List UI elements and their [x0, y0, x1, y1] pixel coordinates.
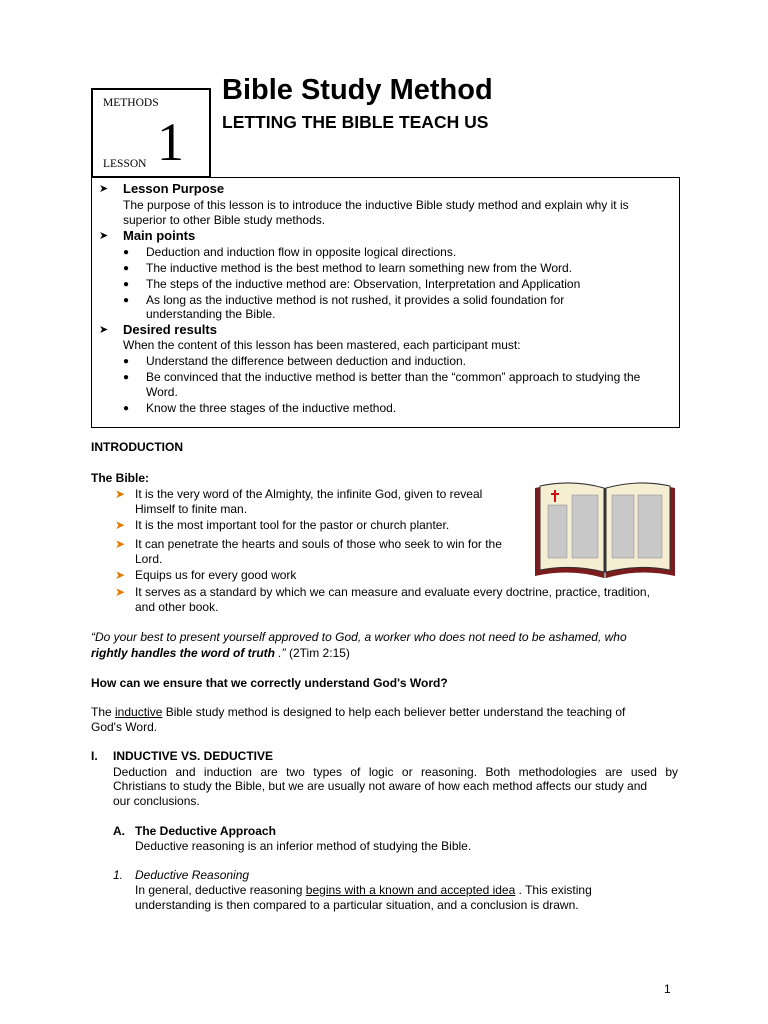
arrow-bullet-icon: ➤	[115, 537, 126, 551]
section-text-line: our conclusions.	[113, 794, 200, 808]
bible-heading: The Bible:	[91, 471, 150, 485]
quote-bold-text: rightly handles the word of truth	[91, 646, 275, 660]
subpoint-heading: Deductive Reasoning	[135, 868, 250, 882]
triangle-bullet-icon: ➤	[99, 230, 109, 242]
subpoint-number: 1.	[113, 868, 124, 882]
lesson-number: 1	[157, 112, 184, 172]
methods-label: METHODS	[103, 97, 159, 109]
quote-reference: (2Tim 2:15)	[285, 646, 350, 660]
section-numeral: I.	[91, 749, 98, 763]
subsection-text: Deductive reasoning is an inferior method of studying the Bible.	[135, 839, 472, 853]
subsection-heading: The Deductive Approach	[135, 824, 276, 838]
inductive-underlined: inductive	[115, 705, 163, 719]
desired-result-line: Understand the difference between deduction and induction.	[146, 354, 467, 368]
desired-results-heading: Desired results	[123, 322, 217, 337]
bible-point-line: Equips us for every good work	[135, 568, 297, 582]
lesson-purpose-heading: Lesson Purpose	[123, 181, 225, 196]
subsection-letter: A.	[113, 824, 125, 838]
quote-tail: .”	[275, 646, 286, 660]
main-point-line: The steps of the inductive method are: Observation, Interpretation and Application	[146, 277, 581, 291]
open-bible-icon	[532, 480, 678, 582]
arrow-bullet-icon: ➤	[115, 568, 126, 582]
section-heading: INDUCTIVE VS. DEDUCTIVE	[113, 749, 274, 763]
bullet-icon: ●	[123, 372, 130, 383]
arrow-bullet-icon: ➤	[115, 585, 126, 599]
desired-result-line: Word.	[146, 385, 178, 399]
triangle-bullet-icon: ➤	[99, 183, 109, 195]
arrow-bullet-icon: ➤	[115, 487, 126, 501]
main-point-line: Deduction and induction flow in opposite logical directions.	[146, 245, 457, 259]
inductive-paragraph-line	[91, 705, 625, 719]
main-point-line: understanding the Bible.	[146, 307, 276, 321]
desired-results-intro: When the content of this lesson has been mastered, each participant must:	[123, 338, 521, 352]
bible-point-line: Himself to finite man.	[135, 502, 248, 516]
triangle-bullet-icon: ➤	[99, 324, 109, 336]
page-number: 1	[664, 982, 671, 996]
bible-point-line: It is the very word of the Almighty, the infinite God, given to reveal	[135, 487, 483, 501]
subpoint-post: . This existing	[515, 883, 592, 897]
bible-point-line: It serves as a standard by which we can measure and evaluate every doctrine, practice, tradition,	[135, 585, 650, 599]
scripture-quote-line: “Do your best to present yourself approved to God, a worker who does not need to be ashamed, who	[91, 630, 627, 644]
arrow-bullet-icon: ➤	[115, 518, 126, 532]
bullet-icon: ●	[123, 279, 130, 290]
main-points-heading: Main points	[123, 228, 196, 243]
question-heading: How can we ensure that we correctly understand God's Word?	[91, 676, 448, 690]
introduction-heading: INTRODUCTION	[91, 440, 183, 454]
scripture-quote-line	[91, 646, 350, 660]
lesson-box	[91, 88, 211, 178]
lesson-purpose-text-line: superior to other Bible study methods.	[123, 213, 326, 227]
desired-result-line: Be convinced that the inductive method is better than the “common” approach to studying the	[146, 370, 641, 384]
page-subtitle: LETTING THE BIBLE TEACH US	[222, 112, 489, 132]
bullet-icon: ●	[123, 263, 130, 274]
subpoint-text-line: understanding is then compared to a particular situation, and a conclusion is drawn.	[135, 898, 579, 912]
bullet-icon: ●	[123, 356, 130, 367]
inductive-para-pre: The	[91, 705, 116, 719]
bullet-icon: ●	[123, 295, 130, 306]
bullet-icon: ●	[123, 247, 130, 258]
lesson-label: LESSON	[103, 158, 147, 170]
inductive-para-post: Bible study method is designed to help each believer better understand the teaching of	[162, 705, 626, 719]
bible-point-line: It can penetrate the hearts and souls of those who seek to win for the	[135, 537, 502, 551]
section-text-line: Deduction and induction are two types of logic or reasoning. Both methodologies are used by	[113, 765, 678, 779]
bullet-icon: ●	[123, 403, 130, 414]
inductive-paragraph-line: God's Word.	[91, 720, 158, 734]
section-text-line: Christians to study the Bible, but we are usually not aware of how each method affects our study and	[113, 779, 648, 793]
bible-point-line: and other book.	[135, 600, 219, 614]
lesson-purpose-text-line: The purpose of this lesson is to introduce the inductive Bible study method and explain why it is	[123, 198, 629, 212]
main-point-line: The inductive method is the best method to learn something new from the Word.	[146, 261, 572, 275]
subpoint-text-line	[135, 883, 592, 897]
page-title: Bible Study Method	[222, 74, 493, 106]
bible-point-line: Lord.	[135, 552, 163, 566]
bible-point-line: It is the most important tool for the pastor or church planter.	[135, 518, 450, 532]
subpoint-underlined: begins with a known and accepted idea	[305, 883, 516, 897]
desired-result-line: Know the three stages of the inductive method.	[146, 401, 397, 415]
subpoint-pre: In general, deductive reasoning	[135, 883, 306, 897]
main-point-line: As long as the inductive method is not rushed, it provides a solid foundation for	[146, 293, 565, 307]
